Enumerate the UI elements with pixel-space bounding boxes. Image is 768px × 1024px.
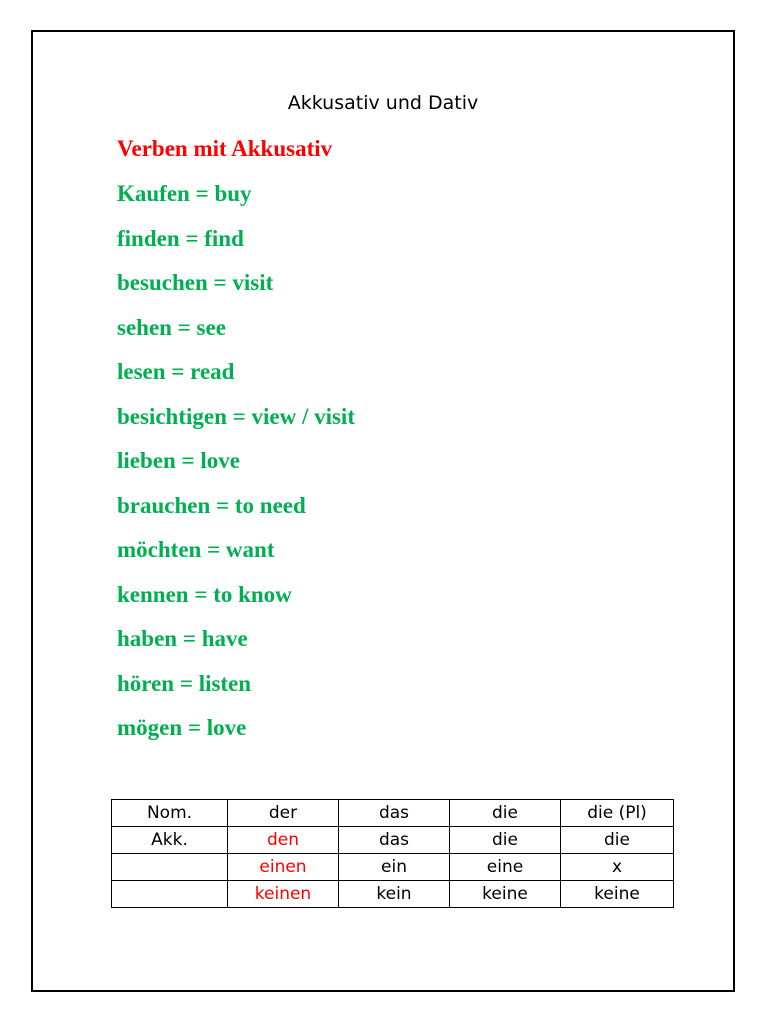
table-cell (112, 881, 228, 908)
verb-item: brauchen = to need (117, 492, 306, 518)
table-row (112, 881, 674, 908)
table-row (112, 800, 674, 827)
table-cell-highlight: den (228, 827, 339, 854)
verb-item: lieben = love (117, 448, 240, 473)
table-cell (112, 854, 228, 881)
verb-item: kennen = to know (117, 581, 292, 607)
table-cell: Akk. (112, 827, 228, 854)
table-cell: das (339, 827, 450, 854)
article-table (111, 799, 674, 908)
verb-item: lesen = read (117, 359, 235, 384)
table-cell-highlight: einen (228, 854, 339, 881)
verb-item: besichtigen = view / visit (117, 403, 355, 429)
table-cell-highlight: keinen (228, 881, 339, 908)
table-cell: x (561, 854, 674, 881)
document-page (31, 30, 735, 992)
verb-item: mögen = love (117, 715, 247, 740)
section-heading: Verben mit Akkusativ (117, 136, 333, 161)
verb-item: hören = listen (117, 670, 252, 696)
table-cell: die (Pl) (561, 800, 674, 827)
table-row (112, 827, 674, 854)
table-cell: die (561, 827, 674, 854)
table-cell: eine (450, 854, 561, 881)
verb-item: haben = have (117, 626, 248, 651)
table-cell: keine (450, 881, 561, 908)
verb-item: besuchen = visit (117, 270, 274, 295)
table-cell: der (228, 800, 339, 827)
table-row (112, 854, 674, 881)
document-title: Akkusativ und Dativ (287, 92, 479, 114)
table-cell: kein (339, 881, 450, 908)
verb-list (117, 180, 355, 759)
verb-item: Kaufen = buy (117, 181, 252, 206)
verb-item: finden = find (117, 225, 244, 251)
table-cell: Nom. (112, 800, 228, 827)
table-cell: keine (561, 881, 674, 908)
verb-item: möchten = want (117, 537, 275, 562)
table-cell: das (339, 800, 450, 827)
verb-item: sehen = see (117, 314, 226, 340)
table-cell: die (450, 800, 561, 827)
table-cell: ein (339, 854, 450, 881)
table-cell: die (450, 827, 561, 854)
